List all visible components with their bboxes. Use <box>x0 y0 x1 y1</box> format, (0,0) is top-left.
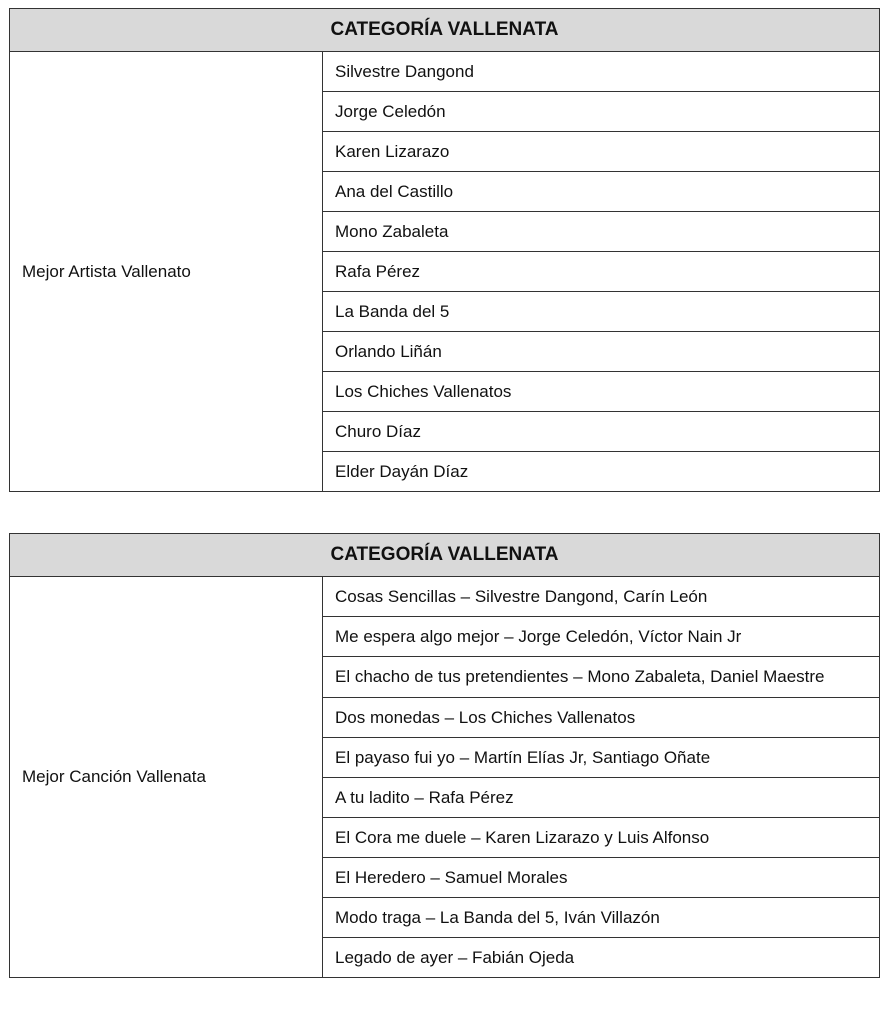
artist-nominees-table <box>9 8 880 492</box>
table-header: CATEGORÍA VALLENATA <box>10 534 880 577</box>
nominee-row: Karen Lizarazo <box>323 132 880 172</box>
song-nominees-table <box>9 533 880 978</box>
nominee-row: Elder Dayán Díaz <box>323 452 880 492</box>
nominee-row: El Heredero – Samuel Morales <box>323 858 880 898</box>
nominee-row: Dos monedas – Los Chiches Vallenatos <box>323 698 880 738</box>
category-label: Mejor Artista Vallenato <box>10 52 323 492</box>
nominee-row: Silvestre Dangond <box>323 52 880 92</box>
nominee-row: Cosas Sencillas – Silvestre Dangond, Carín León <box>323 577 880 617</box>
nominee-row: Ana del Castillo <box>323 172 880 212</box>
category-label: Mejor Canción Vallenata <box>10 577 323 978</box>
nominee-row: Modo traga – La Banda del 5, Iván Villazón <box>323 898 880 938</box>
nominee-row: Orlando Liñán <box>323 332 880 372</box>
nominee-row: Rafa Pérez <box>323 252 880 292</box>
nominee-row: Churo Díaz <box>323 412 880 452</box>
nominee-row: Legado de ayer – Fabián Ojeda <box>323 938 880 978</box>
nominee-row: A tu ladito – Rafa Pérez <box>323 778 880 818</box>
nominee-row: El chacho de tus pretendientes – Mono Zabaleta, Daniel Maestre <box>323 657 880 698</box>
nominee-row: El Cora me duele – Karen Lizarazo y Luis Alfonso <box>323 818 880 858</box>
table-header: CATEGORÍA VALLENATA <box>10 9 880 52</box>
nominee-row: Mono Zabaleta <box>323 212 880 252</box>
nominee-row: La Banda del 5 <box>323 292 880 332</box>
nominee-row: Me espera algo mejor – Jorge Celedón, Víctor Nain Jr <box>323 617 880 657</box>
nominee-row: Los Chiches Vallenatos <box>323 372 880 412</box>
nominee-row: Jorge Celedón <box>323 92 880 132</box>
nominee-row: El payaso fui yo – Martín Elías Jr, Santiago Oñate <box>323 738 880 778</box>
